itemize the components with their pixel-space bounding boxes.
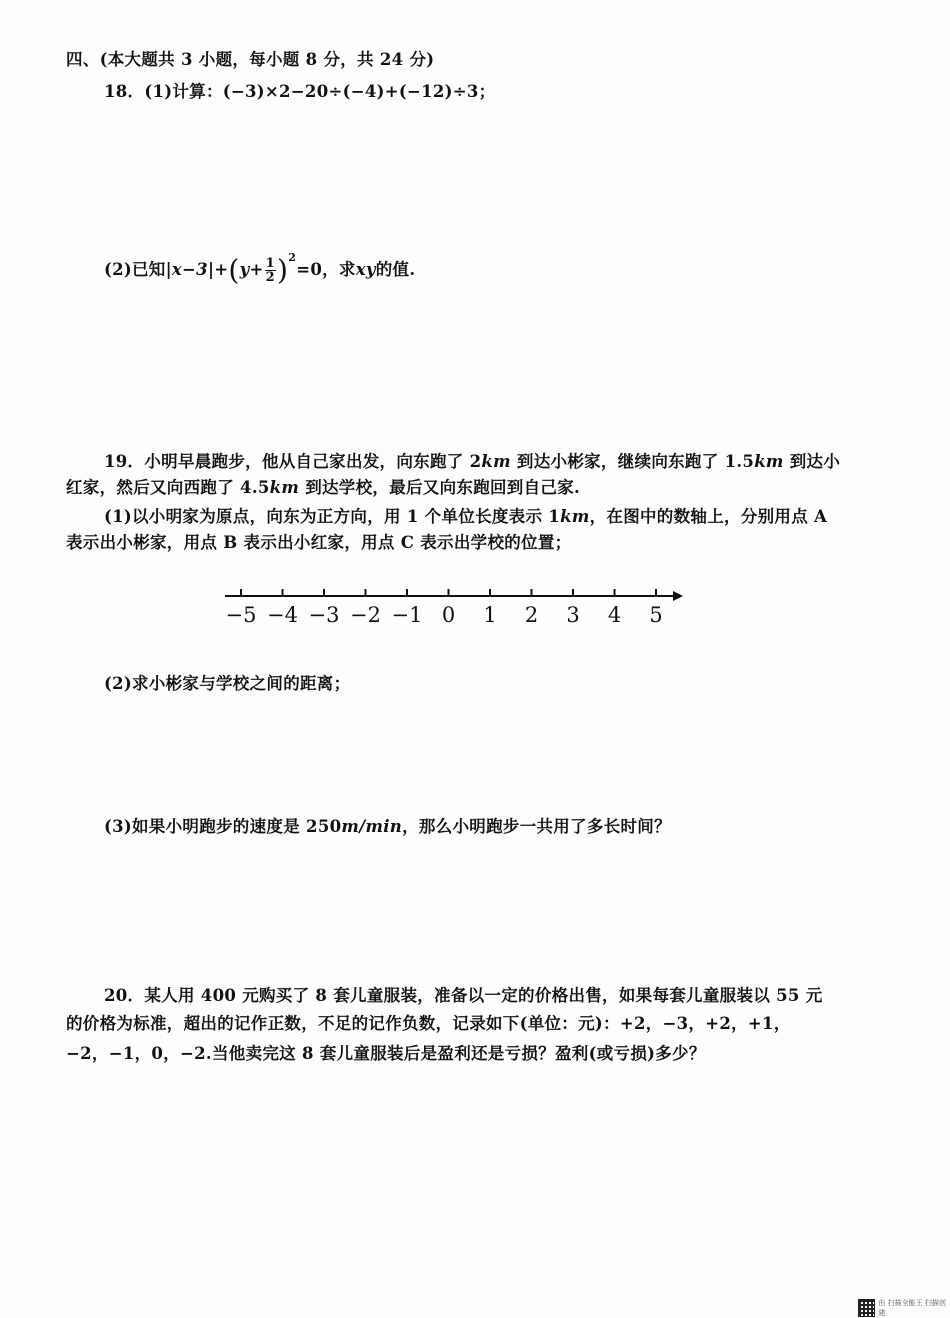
q19-line1-a: 19．小明早晨跑步，他从自己家出发，向东跑了 2 xyxy=(104,452,482,471)
unit-speed: m/min xyxy=(341,817,403,836)
q20-line1: 20．某人用 400 元购买了 8 套儿童服装，准备以一定的价格出售，如果每套儿童服装以 55 元 xyxy=(104,986,823,1005)
unit-km: km xyxy=(754,452,784,471)
scanner-watermark xyxy=(858,1298,950,1318)
scanner-text: 由 扫描全能王 扫描创建 xyxy=(878,1299,946,1317)
q19-line1-b: 到达小彬家，继续向东跑了 1.5 xyxy=(510,452,755,471)
section-title: 四、(本大题共 3 小题，每小题 8 分，共 24 分) xyxy=(66,50,435,69)
right-paren: ) xyxy=(277,253,289,287)
unit-km: km xyxy=(560,507,590,526)
q19-part3-b: ，那么小明跑步一共用了多长时间？ xyxy=(402,817,671,836)
q19-line2-b: 到达学校，最后又向东跑回到自己家. xyxy=(299,478,581,497)
q18-part2 xyxy=(104,250,416,287)
fraction-one-half xyxy=(265,257,276,284)
q18-part1-expression: (−3)×2−20÷(−4)+(−12)÷3； xyxy=(222,82,496,101)
q19-part1-line1 xyxy=(104,503,827,527)
exponent: 2 xyxy=(288,250,297,264)
q19-line1-c: 到达小 xyxy=(783,452,841,471)
q19-line1 xyxy=(104,448,840,472)
q18-part1-prefix: 18．(1)计算： xyxy=(104,82,223,101)
number-line-label: −3 xyxy=(308,603,340,627)
number-line-ticks xyxy=(226,589,663,627)
number-line-label: 4 xyxy=(607,603,622,627)
number-line xyxy=(225,578,695,630)
q20-line3: −2，−1，0，−2.当他卖完这 8 套儿童服装后是盈利还是亏损？盈利(或亏损)多少？ xyxy=(66,1044,706,1063)
qr-code-icon xyxy=(858,1299,875,1317)
q19-part1-a: (1)以小明家为原点，向东为正方向，用 1 个单位长度表示 1 xyxy=(104,507,561,526)
q19-line2 xyxy=(66,474,580,498)
q18-part2-prefix: (2)已知 xyxy=(104,260,166,279)
left-paren: ( xyxy=(228,253,240,287)
q18-part1 xyxy=(104,78,495,102)
arrow-right-icon xyxy=(673,591,683,601)
number-line-label: −4 xyxy=(267,603,298,627)
q19-part1-b: ，在图中的数轴上，分别用点 A xyxy=(589,507,828,526)
q18-part2-y: y+ xyxy=(239,260,264,279)
q20-line2: 的价格为标准，超出的记作正数，不足的记作负数，记录如下(单位：元)：+2，−3，+2，+1， xyxy=(66,1014,791,1033)
number-line-label: 0 xyxy=(441,603,456,627)
number-line-label: 2 xyxy=(524,603,539,627)
number-line-label: −1 xyxy=(391,603,423,627)
q19-part2: (2)求小彬家与学校之间的距离； xyxy=(104,674,351,693)
number-line-label: 3 xyxy=(566,603,580,627)
unit-km: km xyxy=(269,478,300,497)
q18-part2-suffix: =0，求 xyxy=(296,260,356,279)
q19-line2-a: 红家，然后又向西跑了 4.5 xyxy=(66,478,270,497)
number-line-label: 1 xyxy=(483,603,497,627)
number-line-label: −5 xyxy=(225,603,257,627)
fraction-denominator: 2 xyxy=(265,270,275,285)
q19-part3-a: (3)如果小明跑步的速度是 250 xyxy=(104,817,342,836)
number-line-label: −2 xyxy=(350,603,381,627)
q18-part2-abs: |x−3|+ xyxy=(165,260,229,279)
unit-km: km xyxy=(481,452,511,471)
q18-part2-var: xy xyxy=(355,260,376,279)
fraction-numerator: 1 xyxy=(265,256,275,271)
q19-part1-line2: 表示出小彬家，用点 B 表示出小红家，用点 C 表示出学校的位置； xyxy=(66,533,572,552)
q18-part2-end: 的值. xyxy=(375,260,416,279)
number-line-label: 5 xyxy=(649,603,663,627)
q19-part3 xyxy=(104,813,671,837)
